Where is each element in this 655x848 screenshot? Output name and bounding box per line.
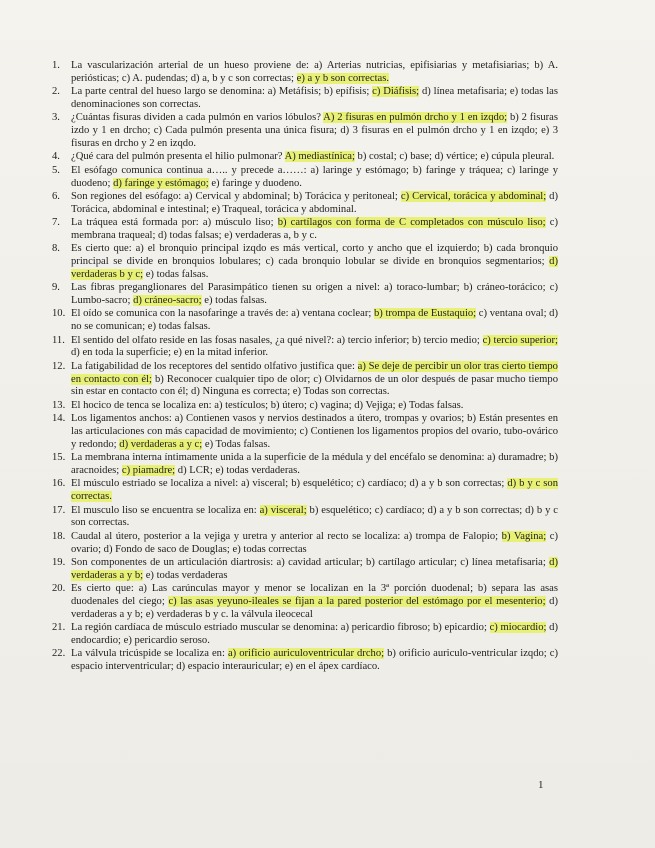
question-number: 19. bbox=[52, 556, 66, 568]
question-text: b) esquelético; c) cardíaco; d) a y b son correctas; d) b y c son correctas. bbox=[71, 504, 558, 529]
question-text: El esófago comunica continua a….. y precede a……: a) laringe y estómago; b) faringe y tráquea; c) laringe y duodeno; bbox=[71, 164, 558, 189]
highlighted-answer: d) faringe y estómago; bbox=[113, 177, 209, 189]
page-number: 1 bbox=[538, 779, 544, 791]
question-item bbox=[52, 583, 558, 621]
question-item bbox=[52, 282, 558, 308]
question-text: e) todas falsas. bbox=[201, 295, 267, 307]
question-text: La vascularización arterial de un hueso proviene de: a) Arterias nutricias, epifisiarias y metafisiarias; b) A. periósticas; c) A. pudendas; d) a, b y c son correctas; bbox=[71, 60, 558, 84]
question-text: La válvula tricúspide se localiza en: bbox=[71, 648, 228, 660]
question-text: La tráquea está formada por: a) músculo liso; bbox=[71, 217, 278, 229]
question-item bbox=[52, 60, 558, 86]
question-item bbox=[52, 112, 558, 150]
question-item bbox=[52, 86, 558, 112]
question-text: d) Torácica, abdominal e intestinal; e) Traqueal, torácica y abdominal. bbox=[71, 190, 558, 215]
highlighted-answer: b) cartílagos con forma de C completados con músculo liso; bbox=[277, 217, 546, 229]
question-text: Son componentes de un articulación diartrosis: a) cavidad articular; b) cartílago articular; c) línea metafisaria; bbox=[71, 556, 550, 568]
question-item bbox=[52, 505, 558, 531]
question-item bbox=[52, 243, 558, 281]
question-item bbox=[52, 531, 558, 557]
question-text: ¿Qué cara del pulmón presenta el hilio pulmonar? bbox=[71, 151, 285, 163]
question-text: d) LCR; e) todas verdaderas. bbox=[175, 465, 300, 477]
question-text: b) orificio auriculo-ventricular izqdo; c) espacio interventricular; d) espacio interauricular; e) en el ápex cardíaco. bbox=[71, 648, 559, 673]
question-text: b) costal; c) base; d) vértice; e) cúpula pleural. bbox=[354, 151, 555, 163]
question-number: 17. bbox=[52, 504, 66, 516]
question-text: Son regiones del esófago: a) Cervical y abdominal; b) Torácica y peritoneal; bbox=[71, 190, 401, 202]
question-text: El musculo liso se encuentra se localiza en: bbox=[71, 504, 260, 516]
question-number: 8. bbox=[52, 243, 60, 255]
highlighted-answer: c) Cervical, torácica y abdominal; bbox=[400, 190, 547, 202]
question-item bbox=[52, 151, 558, 164]
question-text: b) Reconocer cualquier tipo de olor; c) Olvidarnos de un olor después de pasar mucho tiempo sin estar en contacto con él; d) Ninguna es correcta; e) Todas son correctas. bbox=[71, 373, 558, 398]
question-number: 13. bbox=[52, 399, 66, 411]
question-number: 2. bbox=[52, 86, 60, 98]
question-text: Los ligamentos anchos: a) Contienen vasos y nervios destinados a útero, trompas y ovarios; b) Están presentes en las articulaciones con más capacidad de movimiento; c) Contienen los ligamentos propios del ovario, tubo-ovárico y redondo; bbox=[71, 413, 558, 450]
highlighted-answer: c) tercio superior; bbox=[482, 334, 558, 346]
question-number: 20. bbox=[52, 583, 66, 595]
question-text: e) Todas falsas. bbox=[202, 438, 271, 450]
question-number: 18. bbox=[52, 530, 66, 542]
question-text: e) faringe y duodeno. bbox=[208, 177, 302, 189]
question-number: 3. bbox=[52, 112, 60, 124]
question-text: e) todas falsas. bbox=[143, 268, 209, 280]
question-item bbox=[52, 622, 558, 648]
question-text: ¿Cuántas fisuras dividen a cada pulmón en varios lóbulos? bbox=[71, 112, 324, 124]
question-item bbox=[52, 308, 558, 334]
highlighted-answer: d) cráneo-sacro; bbox=[133, 295, 202, 307]
question-item bbox=[52, 452, 558, 478]
highlighted-answer: a) orificio auriculoventricular drcho; bbox=[227, 648, 385, 660]
question-number: 10. bbox=[52, 308, 66, 320]
highlighted-answer: e) a y b son correctas. bbox=[296, 72, 389, 84]
question-number: 11. bbox=[52, 334, 65, 346]
highlighted-answer: a) visceral; bbox=[259, 504, 307, 516]
question-item bbox=[52, 400, 558, 413]
question-text: d) línea metafisaria; e) todas las denominaciones son correctas. bbox=[71, 86, 558, 110]
question-item bbox=[52, 413, 558, 451]
question-number: 5. bbox=[52, 164, 60, 176]
question-text: La membrana interna íntimamente unida a la superficie de la médula y del encéfalo se denomina: a) duramadre; b) aracnoides; bbox=[71, 452, 558, 477]
question-text: b) 2 fisuras izdo y 1 en drcho; c) Cada pulmón presenta una única fisura; d) 3 fisuras en el pulmón drcho y 1 en izqdo; e) 3 fisuras en drcho y 2 en izqdo. bbox=[71, 112, 559, 149]
question-item bbox=[52, 191, 558, 217]
question-item bbox=[52, 478, 558, 504]
question-number: 21. bbox=[52, 622, 66, 634]
question-text: El hocico de tenca se localiza en: a) testículos; b) útero; c) vagina; d) Vejiga; e) Todas falsas. bbox=[71, 399, 464, 411]
question-text: Es cierto que: a) Las carúnculas mayor y menor se localizan en la 3ª porción duodenal; b) separa las asas duodenales del ciego; bbox=[71, 583, 558, 607]
question-item bbox=[52, 557, 558, 583]
question-text: c) ventana oval; d) no se comunican; e) todas falsas. bbox=[71, 308, 559, 333]
question-item bbox=[52, 335, 558, 361]
question-text: Caudal al útero, posterior a la vejiga y uretra y anterior al recto se localiza: a) trompa de Falopio; bbox=[71, 530, 502, 542]
question-number: 16. bbox=[52, 478, 66, 490]
highlighted-answer: c) Diáfisis; bbox=[372, 86, 420, 98]
question-text: e) todas verdaderas bbox=[143, 569, 228, 581]
question-number: 15. bbox=[52, 452, 66, 464]
question-text: c) membrana traqueal; d) todas falsas; e) verdaderas a, b y c. bbox=[71, 217, 558, 241]
question-text: La parte central del hueso largo se denomina: a) Metáfisis; b) epífisis; bbox=[71, 86, 373, 98]
question-text: El oído se comunica con la nasofaringe a través de: a) ventana coclear; bbox=[71, 308, 374, 320]
question-number: 6. bbox=[52, 190, 60, 202]
highlighted-answer: b) Vagina; bbox=[501, 530, 547, 542]
question-text: El músculo estriado se localiza a nivel: a) visceral; b) esquelético; c) cardíaco; d) a y b son correctas; bbox=[71, 478, 508, 490]
highlighted-answer: d) b y c son correctas. bbox=[71, 478, 558, 503]
highlighted-answer: d) verdaderas b y c; bbox=[71, 256, 558, 280]
highlighted-answer: c) piamadre; bbox=[121, 465, 176, 477]
highlighted-answer: d) verdaderas a y c; bbox=[119, 438, 203, 450]
question-text: c) ovario; d) Fondo de saco de Douglas; e) todas correctas bbox=[71, 530, 558, 555]
question-text: d) verdaderas a y b; e) verdaderas b y c. la válvula ileocecal bbox=[71, 595, 558, 620]
question-text: d) endocardio; e) pericardio seroso. bbox=[71, 622, 558, 646]
question-item bbox=[52, 217, 558, 243]
question-number: 7. bbox=[52, 217, 60, 229]
highlighted-answer: c) miocardio; bbox=[489, 622, 547, 634]
question-text: El sentido del olfato reside en las fosas nasales, ¿a qué nivel?: a) tercio inferior; b) tercio medio; bbox=[71, 334, 483, 346]
question-text: La región cardíaca de músculo estriado muscular se denomina: a) pericardio fibroso; b) epicardio; bbox=[71, 622, 490, 634]
highlighted-answer: A) 2 fisuras en pulmón drcho y 1 en izqdo; bbox=[323, 112, 508, 124]
highlighted-answer: b) trompa de Eustaquio; bbox=[373, 308, 477, 320]
highlighted-answer: a) Se deje de percibir un olor tras cierto tiempo en contacto con él; bbox=[71, 360, 558, 385]
highlighted-answer: c) las asas yeyuno-ileales se fijan a la pared posterior del estómago por el mesenterio; bbox=[168, 595, 546, 607]
question-text: La fatigabilidad de los receptores del sentido olfativo justifica que: bbox=[71, 360, 358, 372]
question-text: Las fibras preganglionares del Parasimpático tienen su origen a nivel: a) toraco-lumbar; b) cráneo-torácico; c) Lumbo-sacro; bbox=[71, 282, 558, 307]
question-number: 9. bbox=[52, 282, 60, 294]
question-item bbox=[52, 361, 558, 399]
question-number: 14. bbox=[52, 413, 66, 425]
question-number: 22. bbox=[52, 648, 66, 660]
question-number: 4. bbox=[52, 151, 60, 163]
question-item bbox=[52, 165, 558, 191]
question-number: 1. bbox=[52, 60, 60, 71]
question-text: d) en toda la superficie; e) en la mitad inferior. bbox=[71, 347, 269, 359]
question-number: 12. bbox=[52, 360, 66, 372]
question-item bbox=[52, 648, 558, 674]
highlighted-answer: A) mediastínica; bbox=[284, 151, 355, 163]
question-text: Es cierto que: a) el bronquio principal izqdo es más vertical, corto y ancho que el izquierdo; b) cada bronquio principal se divide en bronquios lobulares; c) cada bronquio lobular se divide en bronquios segmentarios; bbox=[71, 243, 558, 268]
highlighted-answer: d) verdaderas a y b; bbox=[71, 556, 558, 581]
question-list bbox=[52, 60, 558, 675]
